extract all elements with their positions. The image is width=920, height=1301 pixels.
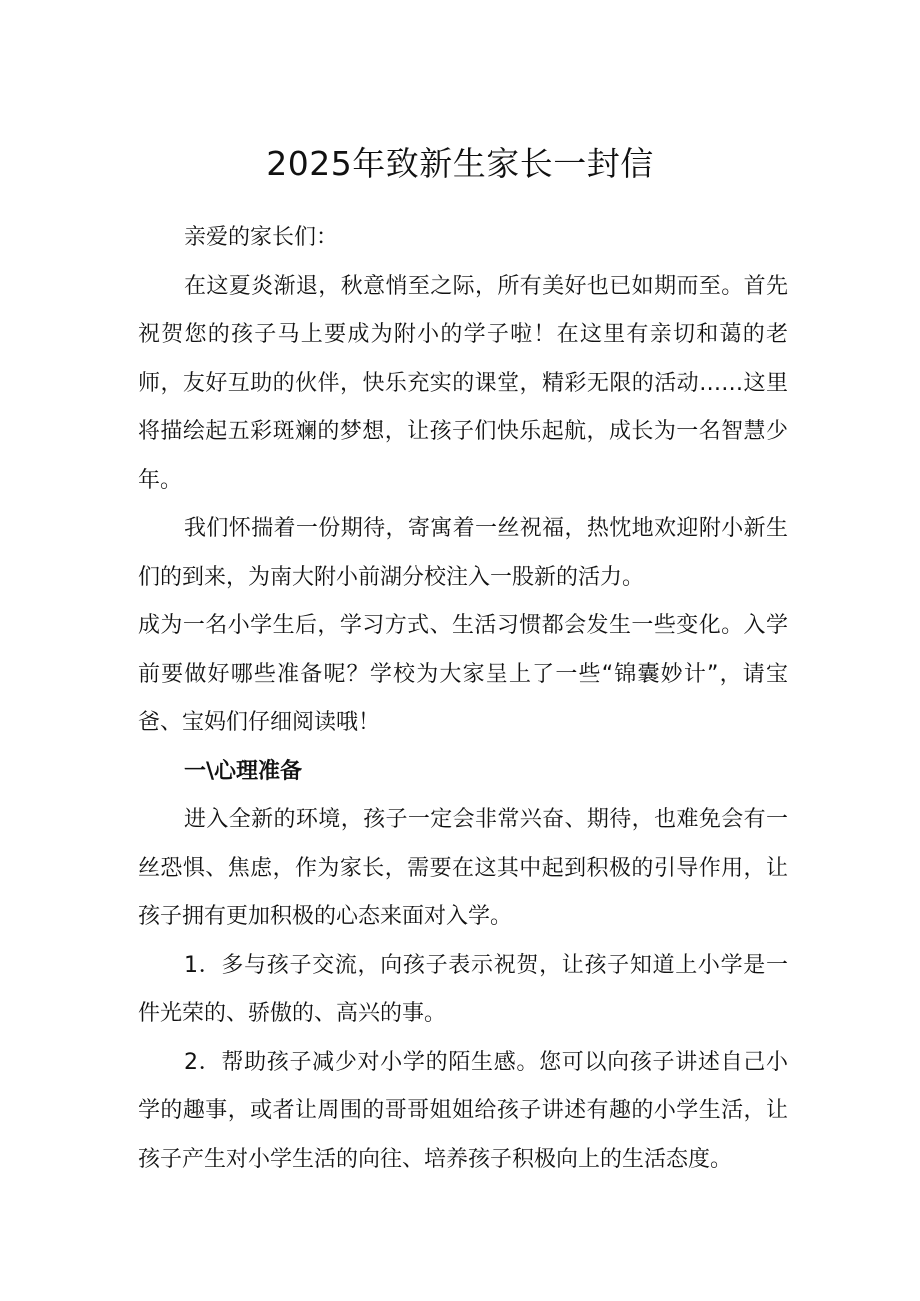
document-title: 2025年致新生家长一封信 [266,144,654,184]
paragraph-expectation: 我们怀揣着一份期待，寄寓着一丝祝福，热忱地欢迎附小新生们的到来，为南大附小前湖分校注入一股新的活力。 [138,516,788,590]
salutation: 亲爱的家长们： [184,225,339,250]
paragraph-psychological: 进入全新的环境，孩子一定会非常兴奋、期待，也难免会有一丝恐惧、焦虑，作为家长，需要在这其中起到积极的引导作用，让孩子拥有更加积极的心态来面对入学。 [138,807,788,929]
paragraph-welcome: 在这夏炎渐退，秋意悄至之际，所有美好也已如期而至。首先祝贺您的孩子马上要成为附小的学子啦！在这里有亲切和蔼的老师，友好互助的伙伴，快乐充实的课堂，精彩无限的活动……这里将描绘起五彩斑斓的梦想，让孩子们快乐起航，成长为一名智慧少年。 [138,273,788,493]
list-item-1: 1．多与孩子交流，向孩子表示祝贺，让孩子知道上小学是一件光荣的、骄傲的、高兴的事。 [138,952,788,1026]
document-body [138,214,788,1184]
paragraph-preparation: 成为一名小学生后，学习方式、生活习惯都会发生一些变化。入学前要做好哪些准备呢？学校为大家呈上了一些“锦囊妙计”，请宝爸、宝妈们仔细阅读哦！ [138,613,788,735]
list-item-2: 2．帮助孩子减少对小学的陌生感。您可以向孩子讲述自己小学的趣事，或者让周围的哥哥姐姐给孩子讲述有趣的小学生活，让孩子产生对小学生活的向往、培养孩子积极向上的生活态度。 [138,1049,788,1172]
section-heading-psychological: 一\心理准备 [184,758,303,784]
